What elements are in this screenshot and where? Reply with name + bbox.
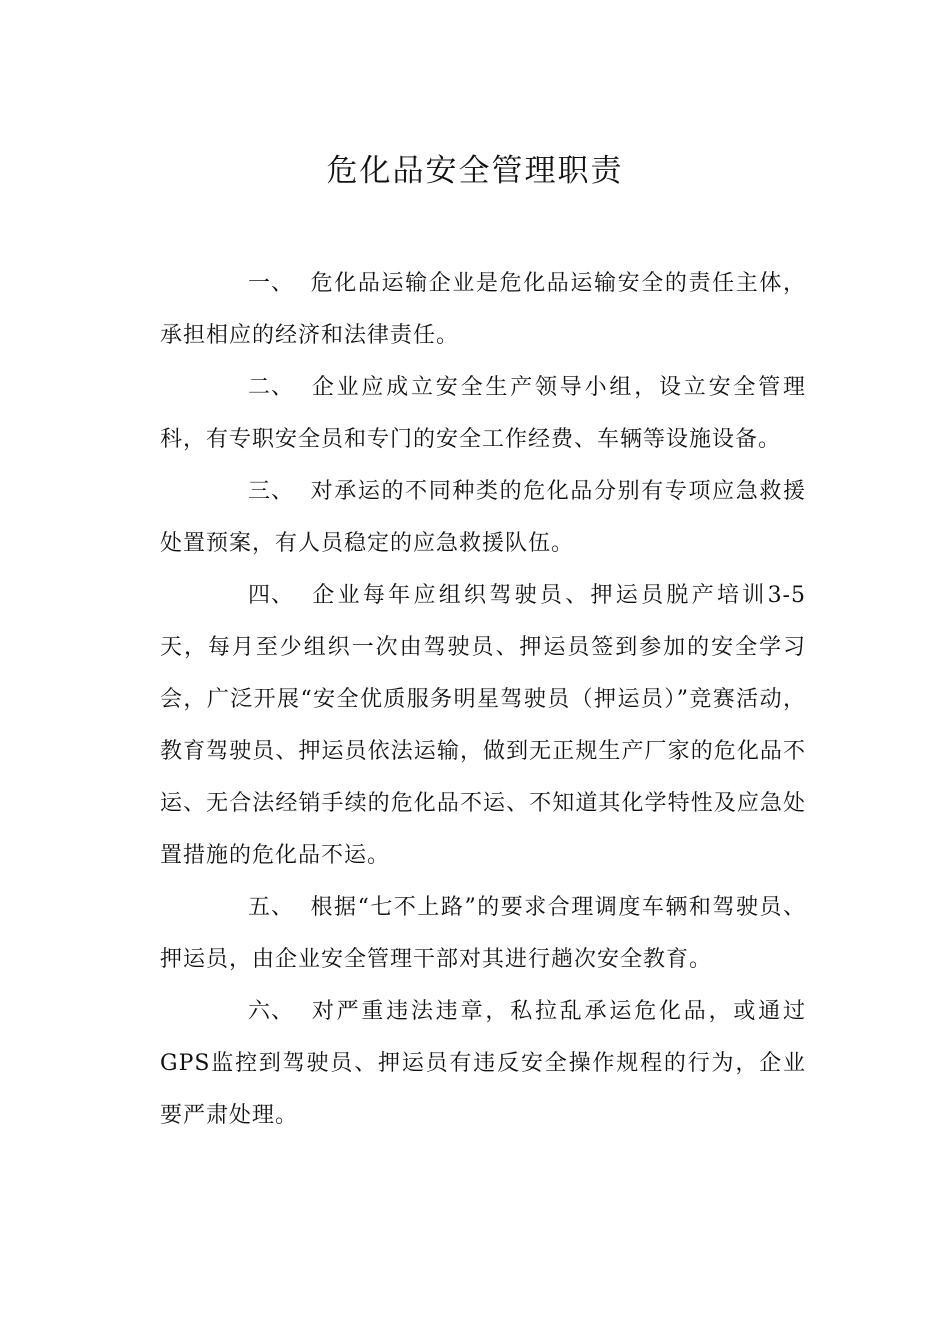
item-text: 对严重违法违章，私拉乱承运危化品，或通过GPS监控到驾驶员、押运员有违反安全操作规程的行为，企业要严肃处理。 [160, 999, 806, 1128]
item-text: 企业每年应组织驾驶员、押运员脱产培训3-5天，每月至少组织一次由驾驶员、押运员签到参加的安全学习会，广泛开展“安全优质服务明星驾驶员（押运员）”竞赛活动，教育驾驶员、押运员依法运输，做到无正规生产厂家的危化品不运、无合法经销手续的危化品不运、不知道其化学特性及应急处置措施的危化品不运。 [160, 583, 806, 868]
item-number: 一、 [248, 271, 295, 296]
page-title: 危化品安全管理职责 [326, 153, 624, 189]
item-number: 三、 [248, 479, 295, 504]
paragraph-1 [160, 258, 806, 362]
item-text: 企业应成立安全生产领导小组，设立安全管理科，有专职安全员和专门的安全工作经费、车辆等设施设备。 [160, 375, 806, 452]
item-number: 四、 [248, 583, 295, 608]
item-number: 五、 [248, 895, 295, 920]
item-text: 对承运的不同种类的危化品分别有专项应急救援处置预案，有人员稳定的应急救援队伍。 [160, 479, 806, 556]
paragraph-5 [160, 882, 806, 986]
item-number: 六、 [248, 999, 295, 1024]
paragraph-3 [160, 466, 806, 570]
item-number: 二、 [248, 375, 295, 400]
document-body [160, 258, 806, 1142]
paragraph-4 [160, 570, 806, 882]
item-text: 根据“七不上路”的要求合理调度车辆和驾驶员、押运员，由企业安全管理干部对其进行趟次安全教育。 [160, 895, 806, 972]
item-text: 危化品运输企业是危化品运输安全的责任主体，承担相应的经济和法律责任。 [160, 271, 806, 348]
paragraph-2 [160, 362, 806, 466]
paragraph-6 [160, 986, 806, 1142]
